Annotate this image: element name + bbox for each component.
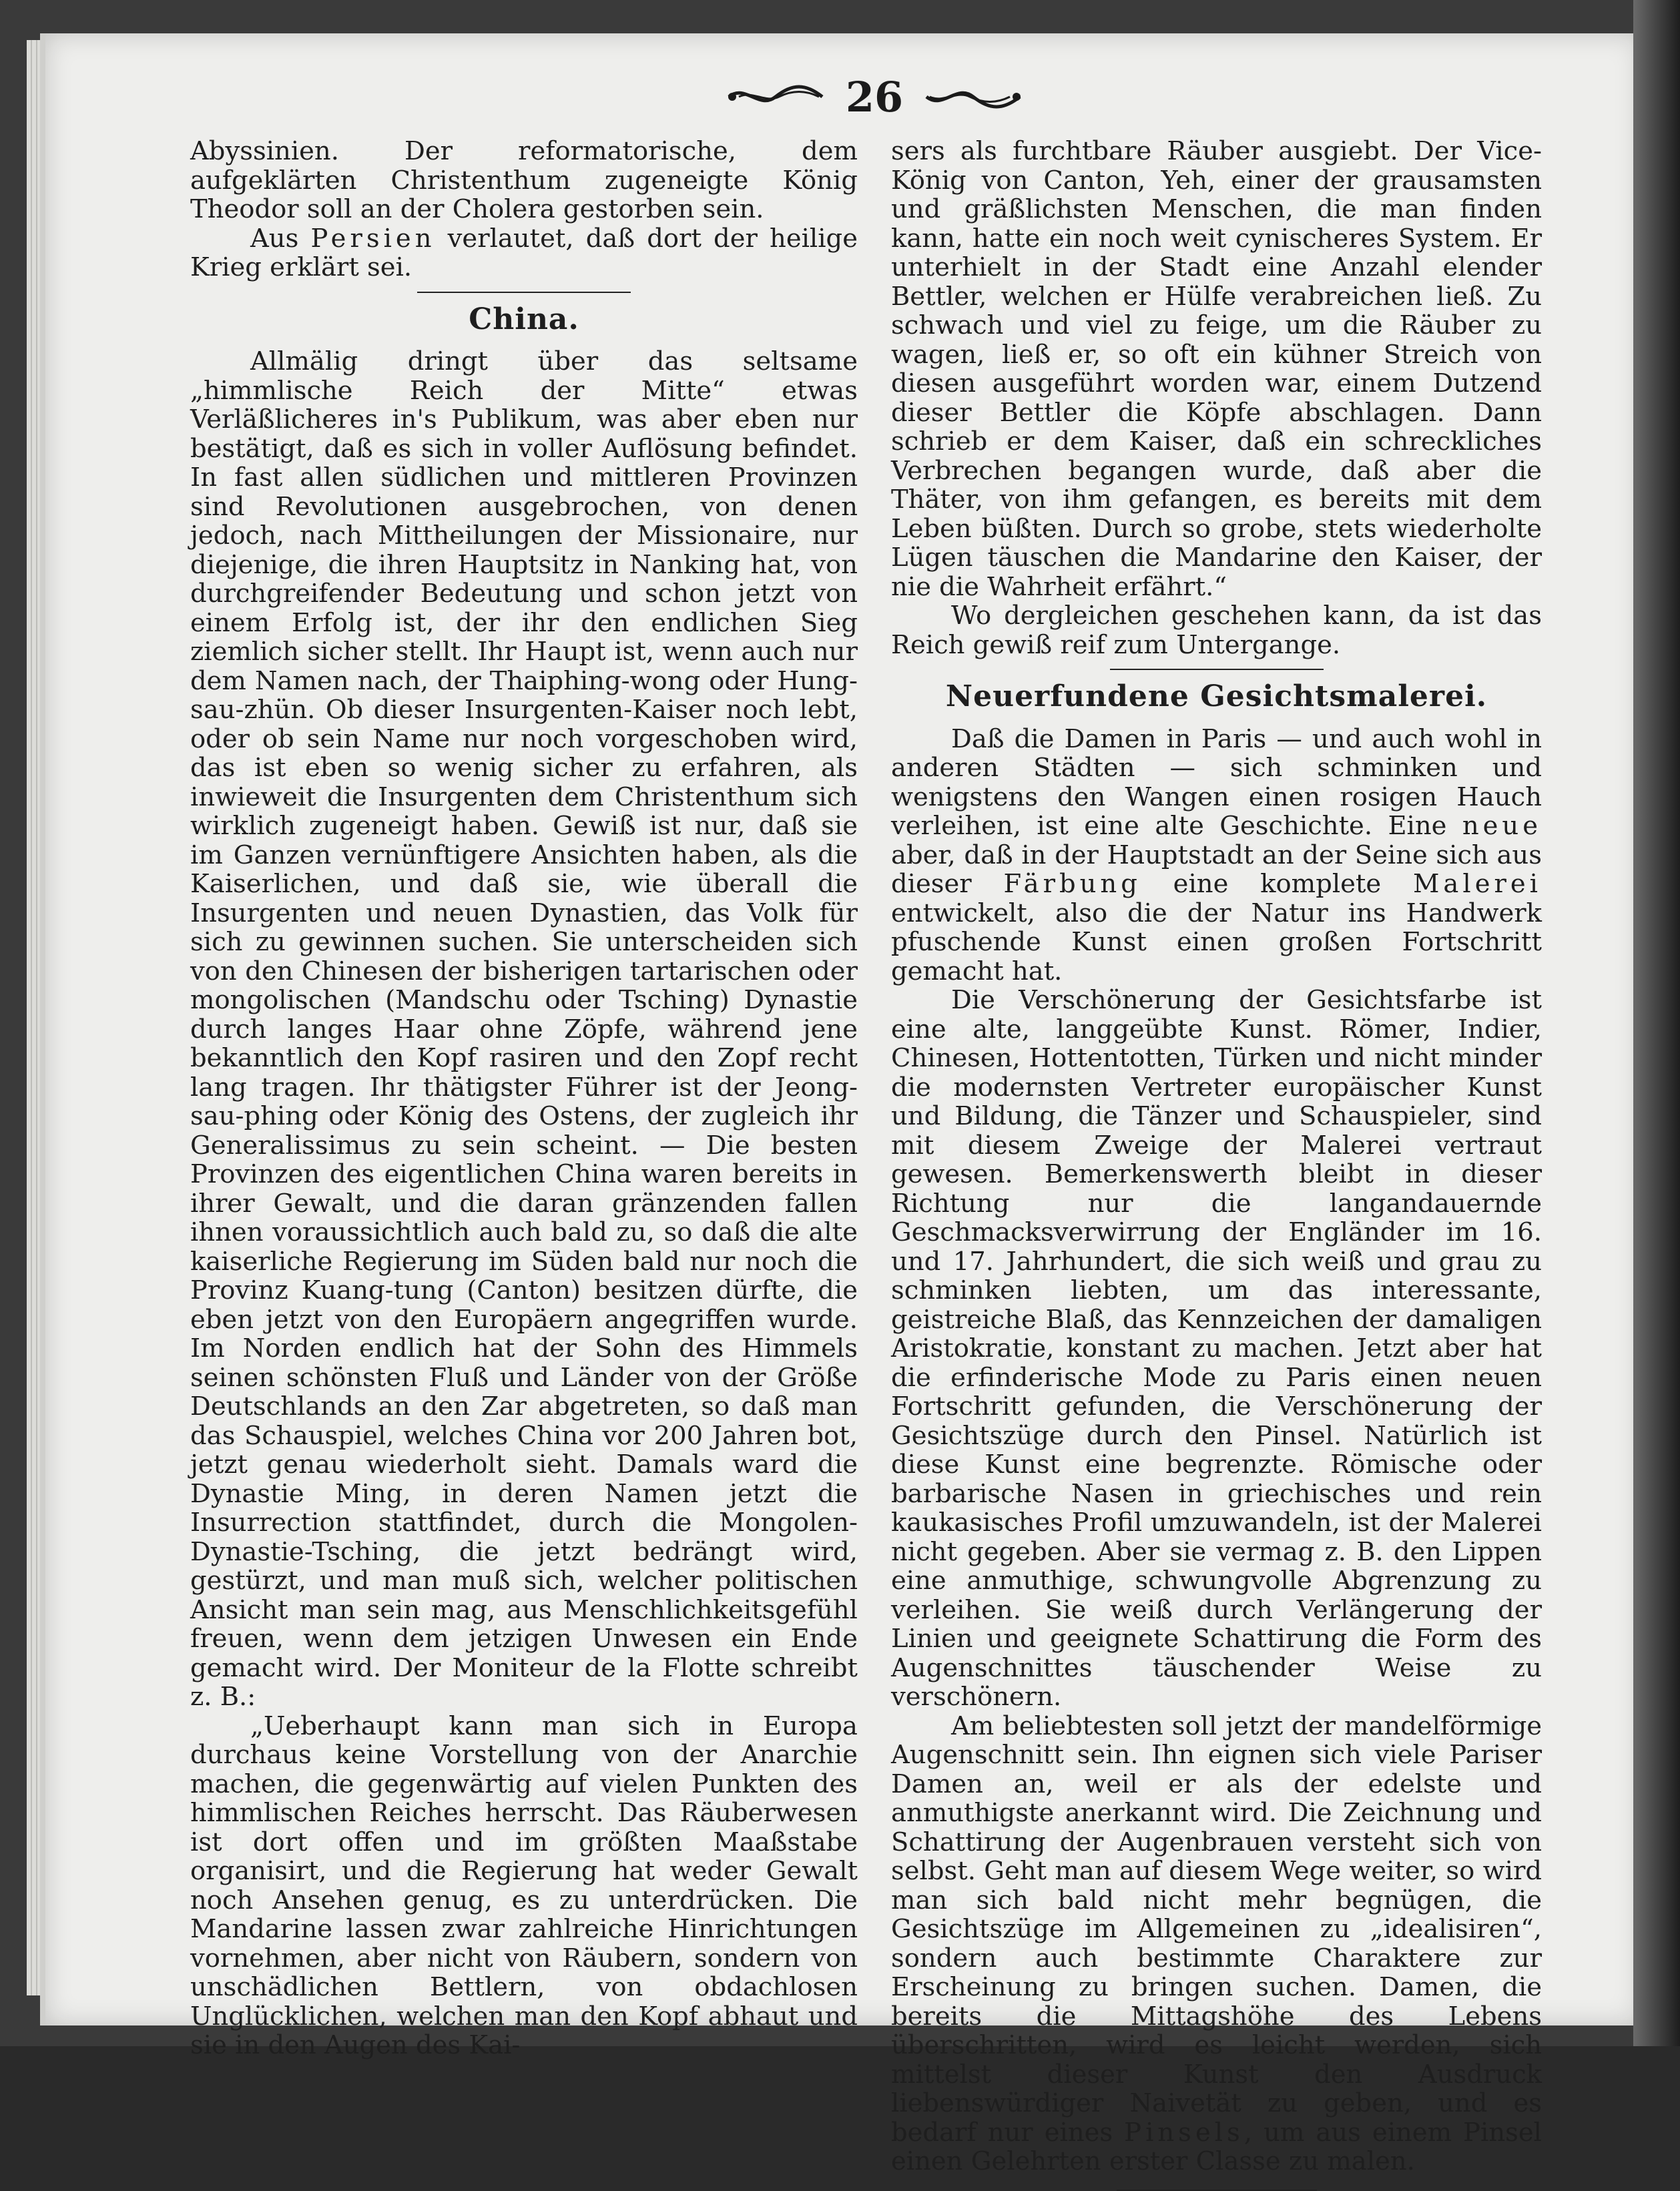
persia-paragraph (190, 224, 858, 282)
china-heading: China. (469, 302, 579, 336)
page-header (721, 70, 1028, 123)
text-run: entwickelt, also die der Natur ins Handwerk pfuschende Kunst einen großen Fortschritt gemacht hat. (891, 898, 1542, 986)
persia-word: Persien (310, 223, 436, 254)
spaced-word: neue (1462, 811, 1542, 841)
text-run: aber, daß in der Hauptstadt an der Seine sich aus dieser (891, 840, 1542, 899)
text-run: Daß die Damen in Paris — und auch wohl in anderen Städten — sich schminken und wenigstens den Wangen einen rosigen Hauch verleihen, ist eine alte Geschichte. Eine (891, 723, 1542, 841)
left-column (190, 137, 858, 2060)
persia-prefix: Aus (250, 223, 311, 254)
face-painting-paragraph-3 (891, 1712, 1542, 2176)
end-divider (1117, 2190, 1317, 2191)
book-binding (1633, 0, 1680, 2046)
left-ornament-icon (726, 80, 826, 113)
persia-suffix: verlautet, daß dort der heilige Krieg erklärt sei. (190, 223, 858, 282)
face-painting-paragraph-2: Die Verschönerung der Gesichtsfarbe ist eine alte, langgeübte Kunst. Römer, Indier, Chinesen, Hottentotten, Türken und nicht minder die modernsten Vertreter europäischer Kunst und Bildung, die Tänzer und Schauspieler, sind mit diesem Zweige der Malerei vertraut gewesen. Bemerkenswerth bleibt in dieser Richtung nur die langandauernde Geschmacksverwirrung der Engländer im 16. und 17. Jahrhundert, die sich weiß und grau zu schminken liebten, um das interessante, geistreiche Blaß, das Kennzeichen der damaligen Aristokratie, konstant zu machen. Jetzt aber hat die erfinderische Mode zu Paris einen neuen Fortschritt gefunden, die Verschönerung der Gesichtszüge durch den Pinsel. Natürlich ist diese Kunst eine begrenzte. Römische oder barbarische Nasen in griechisches und rein kaukasisches Profil umzuwandeln, ist der Malerei nicht gegeben. Aber sie vermag z. B. den Lippen eine anmuthige, schwungvolle Abgrenzung zu verleihen. Sie weiß durch Verlängerung der Linien und geeignete Schattirung die Form des Augenschnittes täuschender Weise zu verschönern. (891, 985, 1542, 1712)
china-quote-continued: sers als furchtbare Räuber ausgiebt. Der Vice-König von Canton, Yeh, einer der grausamsten und gräßlichsten Menschen, die man finden kann, hatte ein noch weit cynischeres System. Er unterhielt in der Stadt eine Anzahl elender Bettler, welchen er Hülfe verabreichen ließ. Zu schwach und viel zu feige, um die Räuber zu wagen, ließ er, so oft ein kühner Streich von diesen ausgeführt worden war, einem Dutzend dieser Bettler die Köpfe abschlagen. Dann schrieb er dem Kaiser, daß ein schreckliches Verbrechen begangen wurde, daß aber die Thäter, von ihm gefangen, es bereits mit dem Leben büßten. Durch so grobe, stets wiederholte Lügen täuschen die Mandarine den Kaiser, der nie die Wahrheit erfährt.“ (891, 136, 1542, 602)
section-divider (1110, 669, 1324, 670)
spaced-word: Malerei (1413, 869, 1542, 899)
china-quote-paragraph: „Ueberhaupt kann man sich in Europa durchaus keine Vorstellung von der Anarchie machen, die gegenwärtig auf vielen Punkten des himmlischen Reiches herrscht. Das Räuberwesen ist dort offen und im größten Maaßstabe organisirt, und die Regierung hat weder Gewalt noch Ansehen genug, es zu unterdrücken. Die Mandarine lassen zwar zahlreiche Hinrichtungen vornehmen, aber nicht von Räubern, sondern von unschädlichen Bettlern, von obdachlosen Unglücklichen, welchen man den Kopf abhaut und sie in den Augen des Kai- (190, 1710, 858, 2060)
china-closing-paragraph: Wo dergleichen geschehen kann, da ist das Reich gewiß reif zum Untergange. (891, 601, 1542, 660)
page-number: 26 (845, 72, 904, 121)
section-divider (417, 292, 631, 293)
right-ornament-icon (923, 80, 1023, 113)
text-run: Am beliebtesten soll jetzt der mandelförmige Augenschnitt sein. Ihn eignen sich viele Pariser Damen an, weil er als der edelste und anmuthigste anerkannt wird. Die Zeichnung und Schattirung der Augenbrauen versteht sich von selbst. Geht man auf diesem Wege weiter, so wird man sich bald nicht mehr begnügen, die Gesichtszüge im Allgemeinen zu „idealisiren“, sondern auch bestimmte Charaktere zur Erscheinung zu bringen suchen. Damen, die bereits die Mittagshöhe des Lebens überschritten, wird es leicht werden, sich mittelst dieser Kunst den Ausdruck liebenswürdiger Naivetät zu geben, und es bedarf nur eines (891, 1710, 1542, 2148)
abyssinia-paragraph: Abyssinien. Der reformatorische, dem aufgeklärten Christenthum zugeneigte König Theodor soll an der Cholera gestorben sein. (190, 136, 858, 224)
face-painting-paragraph-1 (891, 725, 1542, 986)
text-run: eine komplete (1141, 869, 1414, 899)
face-painting-heading: Neuerfundene Gesichtsmalerei. (945, 679, 1488, 713)
china-paragraph: Allmälig dringt über das seltsame „himmlische Reich der Mitte“ etwas Verläßlicheres in's Publikum, was aber eben nur bestätigt, daß es sich in voller Auflösung befindet. In fast allen südlichen und mittleren Provinzen sind Revolutionen ausgebrochen, von denen jedoch, nach Mittheilungen der Missionaire, nur diejenige, die ihren Hauptsitz in Nanking hat, von durchgreifender Bedeutung und schon jetzt von einem Erfolg ist, der ihr den endlichen Sieg ziemlich sicher stellt. Ihr Haupt ist, wenn auch nur dem Namen nach, der Thaiphing-wong oder Hung-sau-zhün. Ob dieser Insurgenten-Kaiser noch lebt, oder ob sein Name nur noch vorgeschoben wird, das ist eben so wenig sicher zu erfahren, als inwieweit die Insurgenten dem Christenthum sich wirklich zugeneigt haben. Gewiß ist nur, daß sie im Ganzen vernünftigere Ansichten haben, als die Kaiserlichen, und daß sie, wie überall die Insurgenten und neuen Dynastien, das Volk für sich zu gewinnen suchen. Sie unterscheiden sich von den Chinesen der bisherigen tartarischen oder mongolischen (Mandschu oder Tsching) Dynastie durch langes Haar ohne Zöpfe, während jene bekanntlich den Kopf rasiren und den Zopf recht lang tragen. Ihr thätigster Führer ist der Jeong-sau-phing oder König des Ostens, der zugleich ihr Generalissimus zu sein scheint. — Die besten Provinzen des eigentlichen China waren bereits in ihrer Gewalt, und die daran gränzenden fallen ihnen voraussichtlich auch bald zu, so daß die alte kaiserliche Regierung im Süden bald nur noch die Provinz Kuang-tung (Canton) besitzen dürfte, die eben jetzt von den Europäern angegriffen wurde. Im Norden endlich hat der Sohn des Himmels seinen schönsten Fluß und Länder von der Größe Deutschlands an den Zar abgetreten, so daß man das Schauspiel, welches China vor 200 Jahren bot, jetzt genau wiederholt sieht. Damals ward die Dynastie Ming, in deren Namen jetzt die Insurrection stattfindet, durch die Mongolen-Dynastie-Tsching, die jetzt bedrängt wird, gestürzt, und man muß sich, welcher politischen Ansicht man sein mag, aus Menschlichkeitsgefühl freuen, wenn dem jetzigen Unwesen ein Ende gemacht wird. Der Moniteur de la Flotte schreibt z. B.: (190, 346, 858, 1712)
right-column (891, 137, 1542, 2191)
text-run: , um aus einem Pinsel einen Gelehrten erster Classe zu malen. (891, 2117, 1542, 2176)
spaced-word: Färbung (1003, 869, 1141, 899)
spaced-word: Pinsels (1124, 2117, 1244, 2148)
